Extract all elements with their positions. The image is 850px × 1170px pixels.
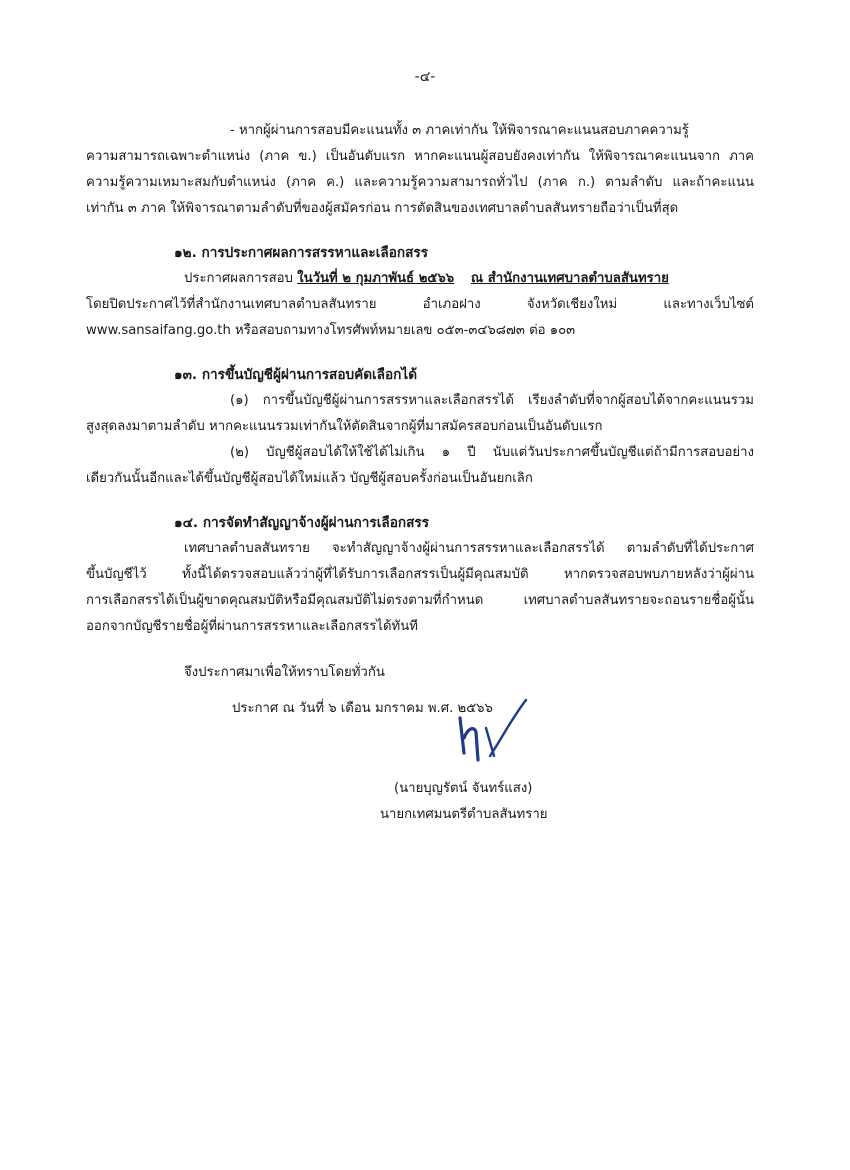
s14-heading: ๑๔. การจัดทำสัญญาจ้างผู้ผ่านการเลือกสรร — [174, 515, 429, 531]
s12-location: ณ สำนักงานเทศบาลตำบลสันทราย — [470, 271, 669, 286]
s13-line-4: เดียวกันนั้นอีกและได้ขึ้นบัญชีผู้สอบได้ใหม่แล้ว บัญชีผู้สอบครั้งก่อนเป็นอันยกเลิก — [86, 471, 533, 486]
signature-stroke-2 — [486, 700, 526, 756]
s12-heading: ๑๒. การประกาศผลการสรรหาและเลือกสรร — [174, 245, 428, 261]
s14-line-4: ออกจากบัญชีรายชื่อผู้ที่ผ่านการสรรหาและเลือกสรรได้ทันที — [86, 619, 418, 634]
s12-gap — [454, 271, 471, 286]
s12-line-2: โดยปิดประกาศไว้ที่สำนักงานเทศบาลตำบลสันทราย อำเภอฝาง จังหวัดเชียงใหม่ และทางเว็บไซต์ — [86, 297, 754, 312]
s12-date: ในวันที่ ๒ กุมภาพันธ์ ๒๕๖๖ — [297, 271, 455, 286]
s11-line-4: เท่ากัน ๓ ภาค ให้พิจารณาตามลำดับที่ของผู้สมัครก่อน การตัดสินของเทศบาลตำบลสันทรายถือว่าเป็นที่สุด — [86, 201, 679, 216]
closing-text: จึงประกาศมาเพื่อให้ทราบโดยทั่วกัน — [184, 665, 385, 680]
s12-line-1 — [184, 270, 669, 288]
page-number: -๔- — [414, 69, 436, 85]
signer-name: (นายบุญรัตน์ จันทร์แสง) — [394, 781, 533, 796]
s12-line-3: www.sansaifang.go.th หรือสอบถามทางโทรศัพท์หมายเลข ๐๕๓-๓๔๖๘๗๓ ต่อ ๑๐๓ — [86, 323, 576, 338]
s12-line-1-text: ประกาศผลการสอบ — [184, 271, 298, 286]
s14-line-3: การเลือกสรรได้เป็นผู้ขาดคุณสมบัติหรือมีคุณสมบัติไม่ตรงตามที่กำหนด เทศบาลตำบลสันทรายจะถอนรายชื่อผู้นั้น — [86, 593, 754, 608]
s14-line-2: ขึ้นบัญชีไว้ ทั้งนี้ได้ตรวจสอบแล้วว่าผู้ที่ได้รับการเลือกสรรเป็นผู้มีคุณสมบัติ หากตรวจสอบพบภายหลังว่าผู้ผ่าน — [86, 567, 754, 582]
s13-line-1: (๑) การขึ้นบัญชีผู้ผ่านการสรรหาและเลือกสรรได้ เรียงลำดับที่จากผู้สอบได้จากคะแนนรวม — [230, 393, 754, 408]
s11-line-2: ความสามารถเฉพาะตำแหน่ง (ภาค ข.) เป็นอันดับแรก หากคะแนนผู้สอบยังคงเท่ากัน ให้พิจารณาคะแนนจาก ภาค — [86, 149, 754, 164]
s13-line-3: (๒) บัญชีผู้สอบได้ให้ใช้ได้ไม่เกิน ๑ ปี นับแต่วันประกาศขึ้นบัญชีแต่ถ้ามีการสอบอย่าง — [230, 445, 754, 460]
s13-line-2: สูงสุดลงมาตามลำดับ หากคะแนนรวมเท่ากันให้ตัดสินจากผู้ที่มาสมัครสอบก่อนเป็นอันดับแรก — [86, 419, 603, 434]
signature-stroke-1 — [460, 718, 478, 760]
s13-heading: ๑๓. การขึ้นบัญชีผู้ผ่านการสอบคัดเลือกได้ — [174, 367, 418, 383]
signer-title: นายกเทศมนตรีตำบลสันทราย — [380, 807, 548, 822]
announcement-date: ประกาศ ณ วันที่ ๖ เดือน มกราคม พ.ศ. ๒๕๖๖ — [232, 701, 493, 716]
s11-line-3: ความรู้ความเหมาะสมกับตำแหน่ง (ภาค ค.) และความรู้ความสามารถทั่วไป (ภาค ก.) ตามลำดับ และถ้าคะแนน — [86, 175, 754, 190]
s11-line-1: - หากผู้ผ่านการสอบมีคะแนนทั้ง ๓ ภาคเท่ากัน ให้พิจารณาคะแนนสอบภาคความรู้ — [230, 123, 689, 138]
s14-line-1: เทศบาลตำบลสันทราย จะทำสัญญาจ้างผู้ผ่านการสรรหาและเลือกสรรได้ ตามลำดับที่ได้ประกาศ — [184, 541, 754, 556]
signature-mark — [450, 698, 530, 768]
